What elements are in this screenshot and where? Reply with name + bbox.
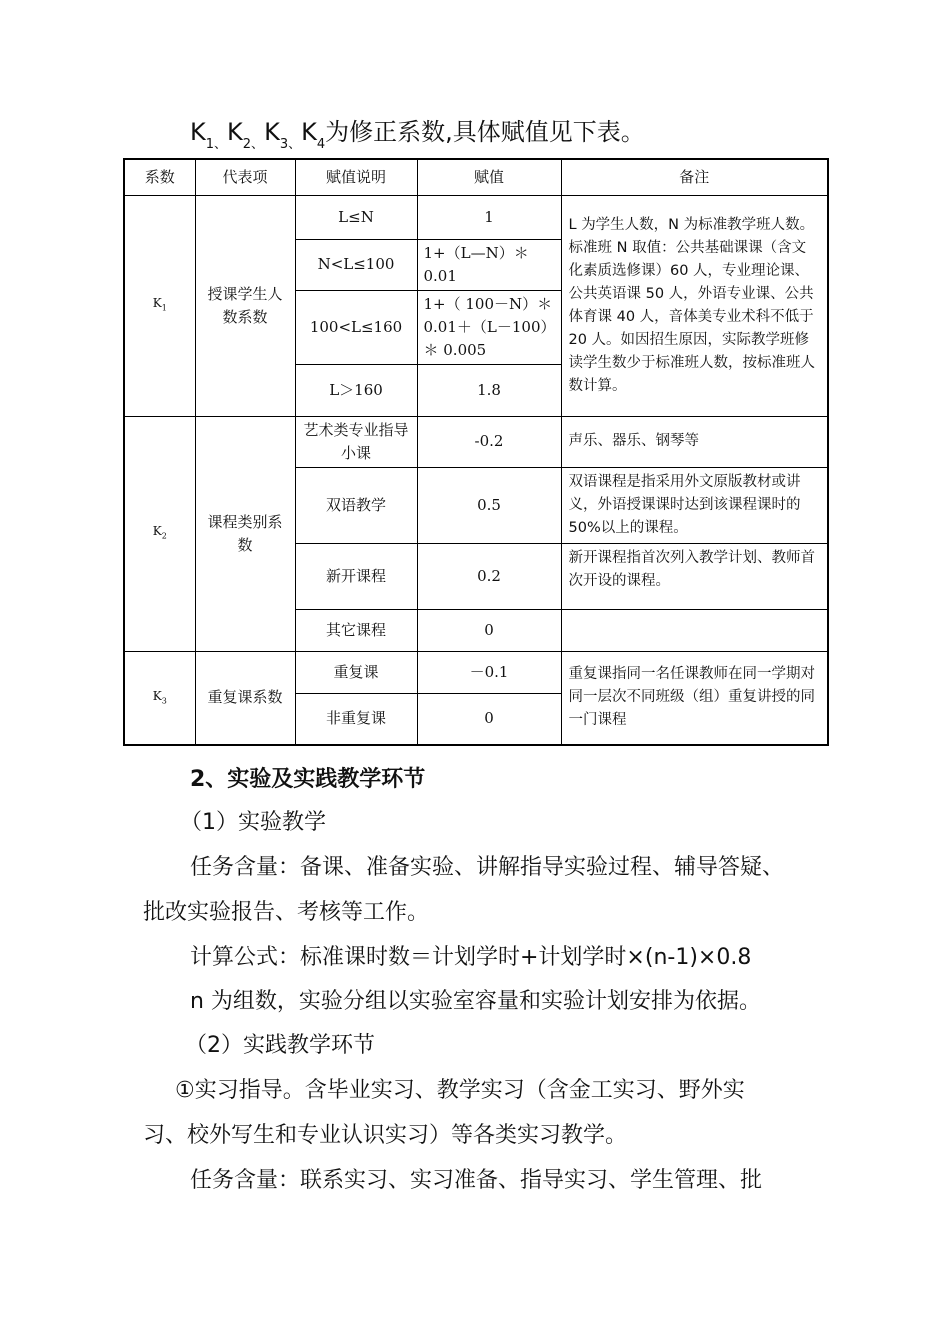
formula-line: 计算公式：标准课时数＝计划学时+计划学时×(n-1)×0.8 xyxy=(190,945,752,970)
note-k3: 重复课指同一名任课教师在同一学期对同一层次不同班级（组）重复讲授的同一门课程 xyxy=(561,651,828,745)
table-row xyxy=(124,651,828,693)
note-cell: 新开课程指首次列入教学计划、教师首次开设的课程。 xyxy=(561,543,828,609)
coefficient-table xyxy=(123,158,829,746)
value-cell: 0 xyxy=(417,693,561,745)
paragraph-line: 任务含量：备课、准备实验、讲解指导实验过程、辅导答疑、 xyxy=(190,855,785,880)
desc-cell: L≤N xyxy=(295,195,417,239)
desc-cell: 非重复课 xyxy=(295,693,417,745)
note-cell: 声乐、器乐、钢琴等 xyxy=(561,416,828,467)
value-cell: 0 xyxy=(417,609,561,651)
desc-cell: N<L≤100 xyxy=(295,239,417,290)
header-value: 赋值 xyxy=(417,159,561,195)
desc-cell: 双语教学 xyxy=(295,467,417,543)
coef-k1: $K_1$ xyxy=(124,195,195,416)
value-cell: 1 xyxy=(417,195,561,239)
header-desc: 赋值说明 xyxy=(295,159,417,195)
note-cell xyxy=(561,609,828,651)
paragraph-line: 批改实验报告、考核等工作。 xyxy=(143,900,430,925)
header-coef: 系数 xyxy=(124,159,195,195)
note-cell: 双语课程是指采用外文原版教材或讲义，外语授课课时达到该课程课时的 50%以上的课程。 xyxy=(561,467,828,543)
desc-cell: 艺术类专业指导小课 xyxy=(295,416,417,467)
value-cell: 0.2 xyxy=(417,543,561,609)
header-note: 备注 xyxy=(561,159,828,195)
note-k1: L 为学生人数，N 为标准教学班人数。标准班 N 取值：公共基础课课（含文化素质选修课）60 人，专业理论课、公共英语课 50 人，外语专业课、公共体育课 40 人，音体美专业术科不低于 20 人。如因招生原因，实际教学班修读学生数少于标准班人数，按标准班人数计算。 xyxy=(561,195,828,416)
value-cell: -0.2 xyxy=(417,416,561,467)
item-k2: 课程类别系数 xyxy=(195,416,295,651)
desc-cell: 新开课程 xyxy=(295,543,417,609)
table-header-row xyxy=(124,159,828,195)
value-cell: 1.8 xyxy=(417,364,561,416)
table-row xyxy=(124,195,828,239)
value-cell: 1+（L—N）＊0.01 xyxy=(417,239,561,290)
subsection-2-heading: （2）实践教学环节 xyxy=(185,1033,375,1058)
desc-cell: 其它课程 xyxy=(295,609,417,651)
table-row xyxy=(124,416,828,467)
value-cell: 0.5 xyxy=(417,467,561,543)
header-item: 代表项 xyxy=(195,159,295,195)
paragraph-line: 习、校外写生和专业认识实习）等各类实习教学。 xyxy=(143,1123,628,1148)
paragraph-line: 任务含量：联系实习、实习准备、指导实习、学生管理、批 xyxy=(190,1168,763,1193)
value-cell: －0.1 xyxy=(417,651,561,693)
item-k1: 授课学生人数系数 xyxy=(195,195,295,416)
coef-k3: $K_3$ xyxy=(124,651,195,745)
paragraph-line: n 为组数，实验分组以实验室容量和实验计划安排为依据。 xyxy=(190,989,761,1014)
subsection-1-heading: （1）实验教学 xyxy=(180,810,326,835)
desc-cell: 100<L≤160 xyxy=(295,290,417,364)
coef-k2: $K_2$ xyxy=(124,416,195,651)
desc-cell: L＞160 xyxy=(295,364,417,416)
table-intro-heading: $K_{1、}K_{2、}K_{3、}K_4$为修正系数,具体赋值见下表。 xyxy=(190,118,645,152)
paragraph-line: ①实习指导。含毕业实习、教学实习（含金工实习、野外实 xyxy=(175,1078,745,1103)
value-cell: 1+（ 100－N）＊0.01＋（L－100）＊ 0.005 xyxy=(417,290,561,364)
desc-cell: 重复课 xyxy=(295,651,417,693)
item-k3: 重复课系数 xyxy=(195,651,295,745)
section-2-heading: 2、实验及实践教学环节 xyxy=(190,767,426,792)
